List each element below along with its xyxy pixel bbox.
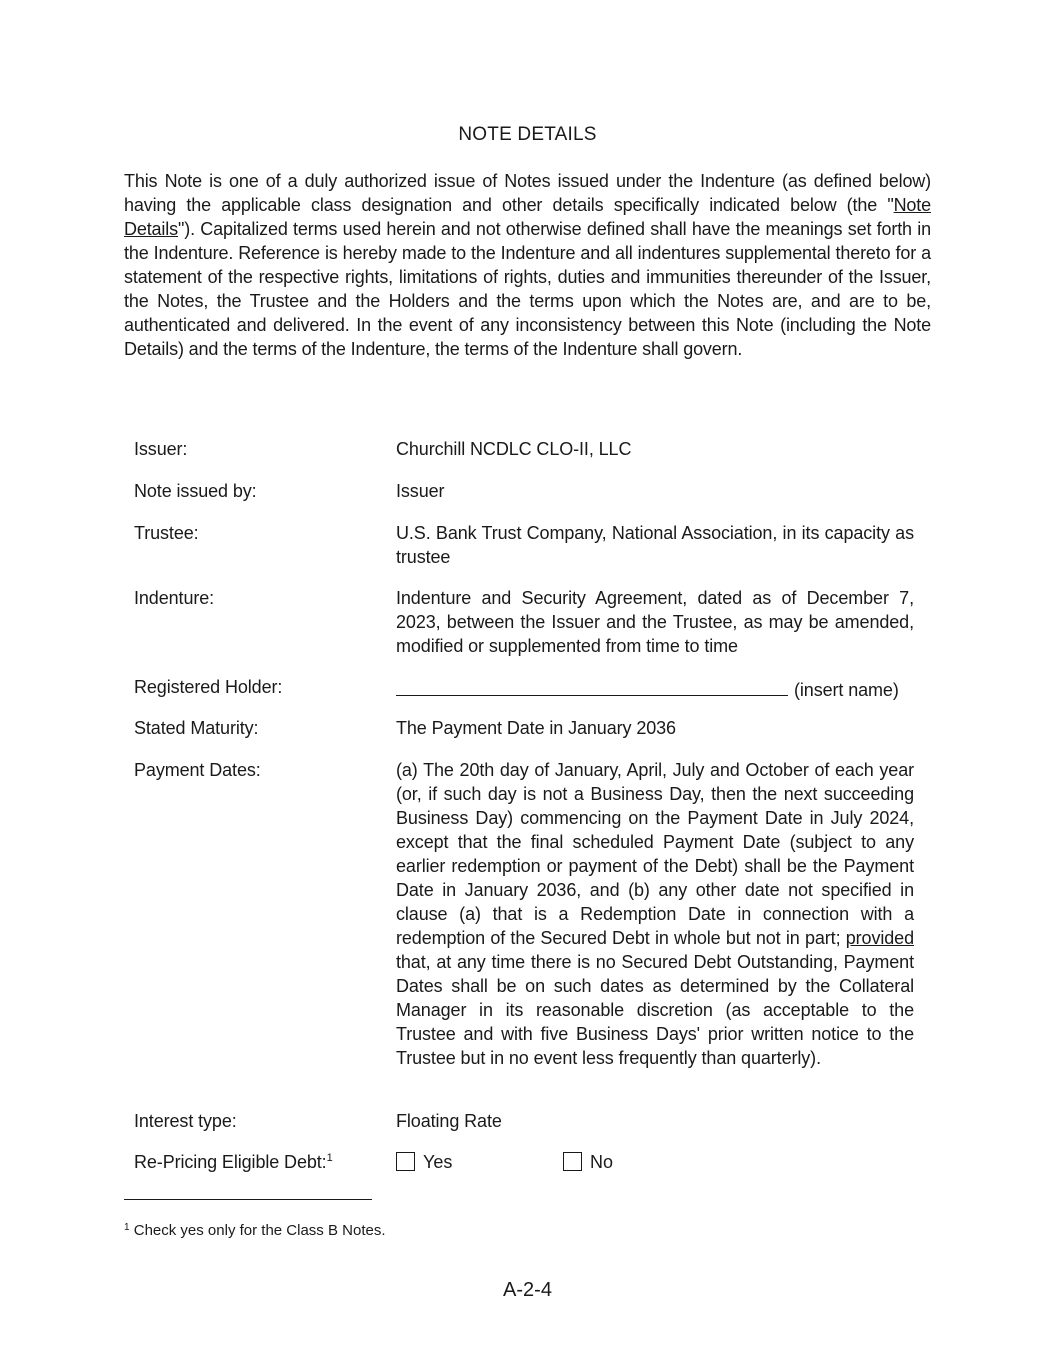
repricing-option-no[interactable] (563, 1150, 613, 1174)
payment-dates-label: Payment Dates: (134, 760, 261, 780)
provided-emphasis: provided (845, 928, 914, 948)
stated-maturity-value: The Payment Date in January 2036 (396, 718, 676, 738)
issuer-label: Issuer: (134, 439, 188, 459)
issued-by-value: Issuer (396, 481, 445, 501)
repricing-option-yes[interactable] (396, 1150, 452, 1174)
interest-type-value: Floating Rate (396, 1111, 502, 1131)
yes-checkbox[interactable] (396, 1152, 415, 1171)
trustee-value: U.S. Bank Trust Company, National Association, in its capacity as trustee (396, 523, 914, 567)
payment-dates-text-start: (a) The 20th day of January, April, July and October of each year (or, if such day is not a Business Day, then the next succeeding Business Day) commencing on the Payment Date in July 2024, except that the final scheduled Payment Date (subject to any earlier redemption or payment of the Debt) shall be the Payment Date in January 2036, and (b) any other date not specified in clause (a) that is a Redemption Date in connection with a redemption of the Secured Debt in whole but not in part; (396, 760, 914, 948)
page-number: A-2-4 (503, 1279, 552, 1301)
payment-dates-value (396, 758, 914, 1070)
repricing-label (134, 1150, 384, 1174)
registered-holder-value (396, 675, 914, 702)
issued-by-label: Note issued by: (134, 481, 257, 501)
trustee-label: Trustee: (134, 523, 199, 543)
intro-text-start: This Note is one of a duly authorized issue of Notes issued under the Indenture (as defined below) having the applicable class designation and other details specifically indicated below (the " (124, 171, 931, 215)
yes-checkbox-label: Yes (423, 1152, 453, 1172)
registered-holder-label: Registered Holder: (134, 677, 283, 697)
no-checkbox-label: No (590, 1152, 614, 1172)
defined-term-note-details: Note Details (124, 195, 931, 239)
interest-type-label: Interest type: (134, 1111, 237, 1131)
intro-text-end: "). Capitalized terms used herein and not otherwise defined shall have the meanings set forth in the Indenture. Reference is hereby made to the Indenture and all indentures supplemental thereto for a statement of the respective rights, limitations of rights, duties and immunities thereunder of the Issuer, the Notes, the Trustee and the Holders and the terms upon which the Notes are, and are to be, authenticated and delivered. In the event of any inconsistency between this Note (including the Note Details) and the terms of the Indenture, the terms of the Indenture shall govern. (124, 219, 931, 359)
footnote (124, 1221, 386, 1241)
stated-maturity-label: Stated Maturity: (134, 718, 259, 738)
registered-holder-hint: (insert name) (794, 680, 899, 700)
repricing-label-text: Re-Pricing Eligible Debt: (134, 1152, 327, 1172)
page-title: NOTE DETAILS (458, 124, 597, 145)
issuer-value: Churchill NCDLC CLO-II, LLC (396, 439, 632, 459)
indenture-value: Indenture and Security Agreement, dated as of December 7, 2023, between the Issuer and the Trustee, as may be amended, modified or supplemented from time to time (396, 588, 914, 656)
no-checkbox[interactable] (563, 1152, 582, 1171)
registered-holder-blank-field[interactable] (396, 675, 788, 696)
payment-dates-text-end: that, at any time there is no Secured Debt Outstanding, Payment Dates shall be on such dates as determined by the Collateral Manager in its reasonable discretion (as acceptable to the Trustee and with five Business Days' prior written notice to the Trustee but in no event less frequently than quarterly). (396, 952, 914, 1068)
footnote-text: Check yes only for the Class B Notes. (129, 1222, 386, 1239)
indenture-label: Indenture: (134, 588, 215, 608)
footnote-separator (124, 1199, 372, 1200)
intro-paragraph (124, 169, 931, 361)
footnote-marker: 1 (124, 1222, 130, 1233)
footnote-reference: 1 (326, 1152, 333, 1164)
